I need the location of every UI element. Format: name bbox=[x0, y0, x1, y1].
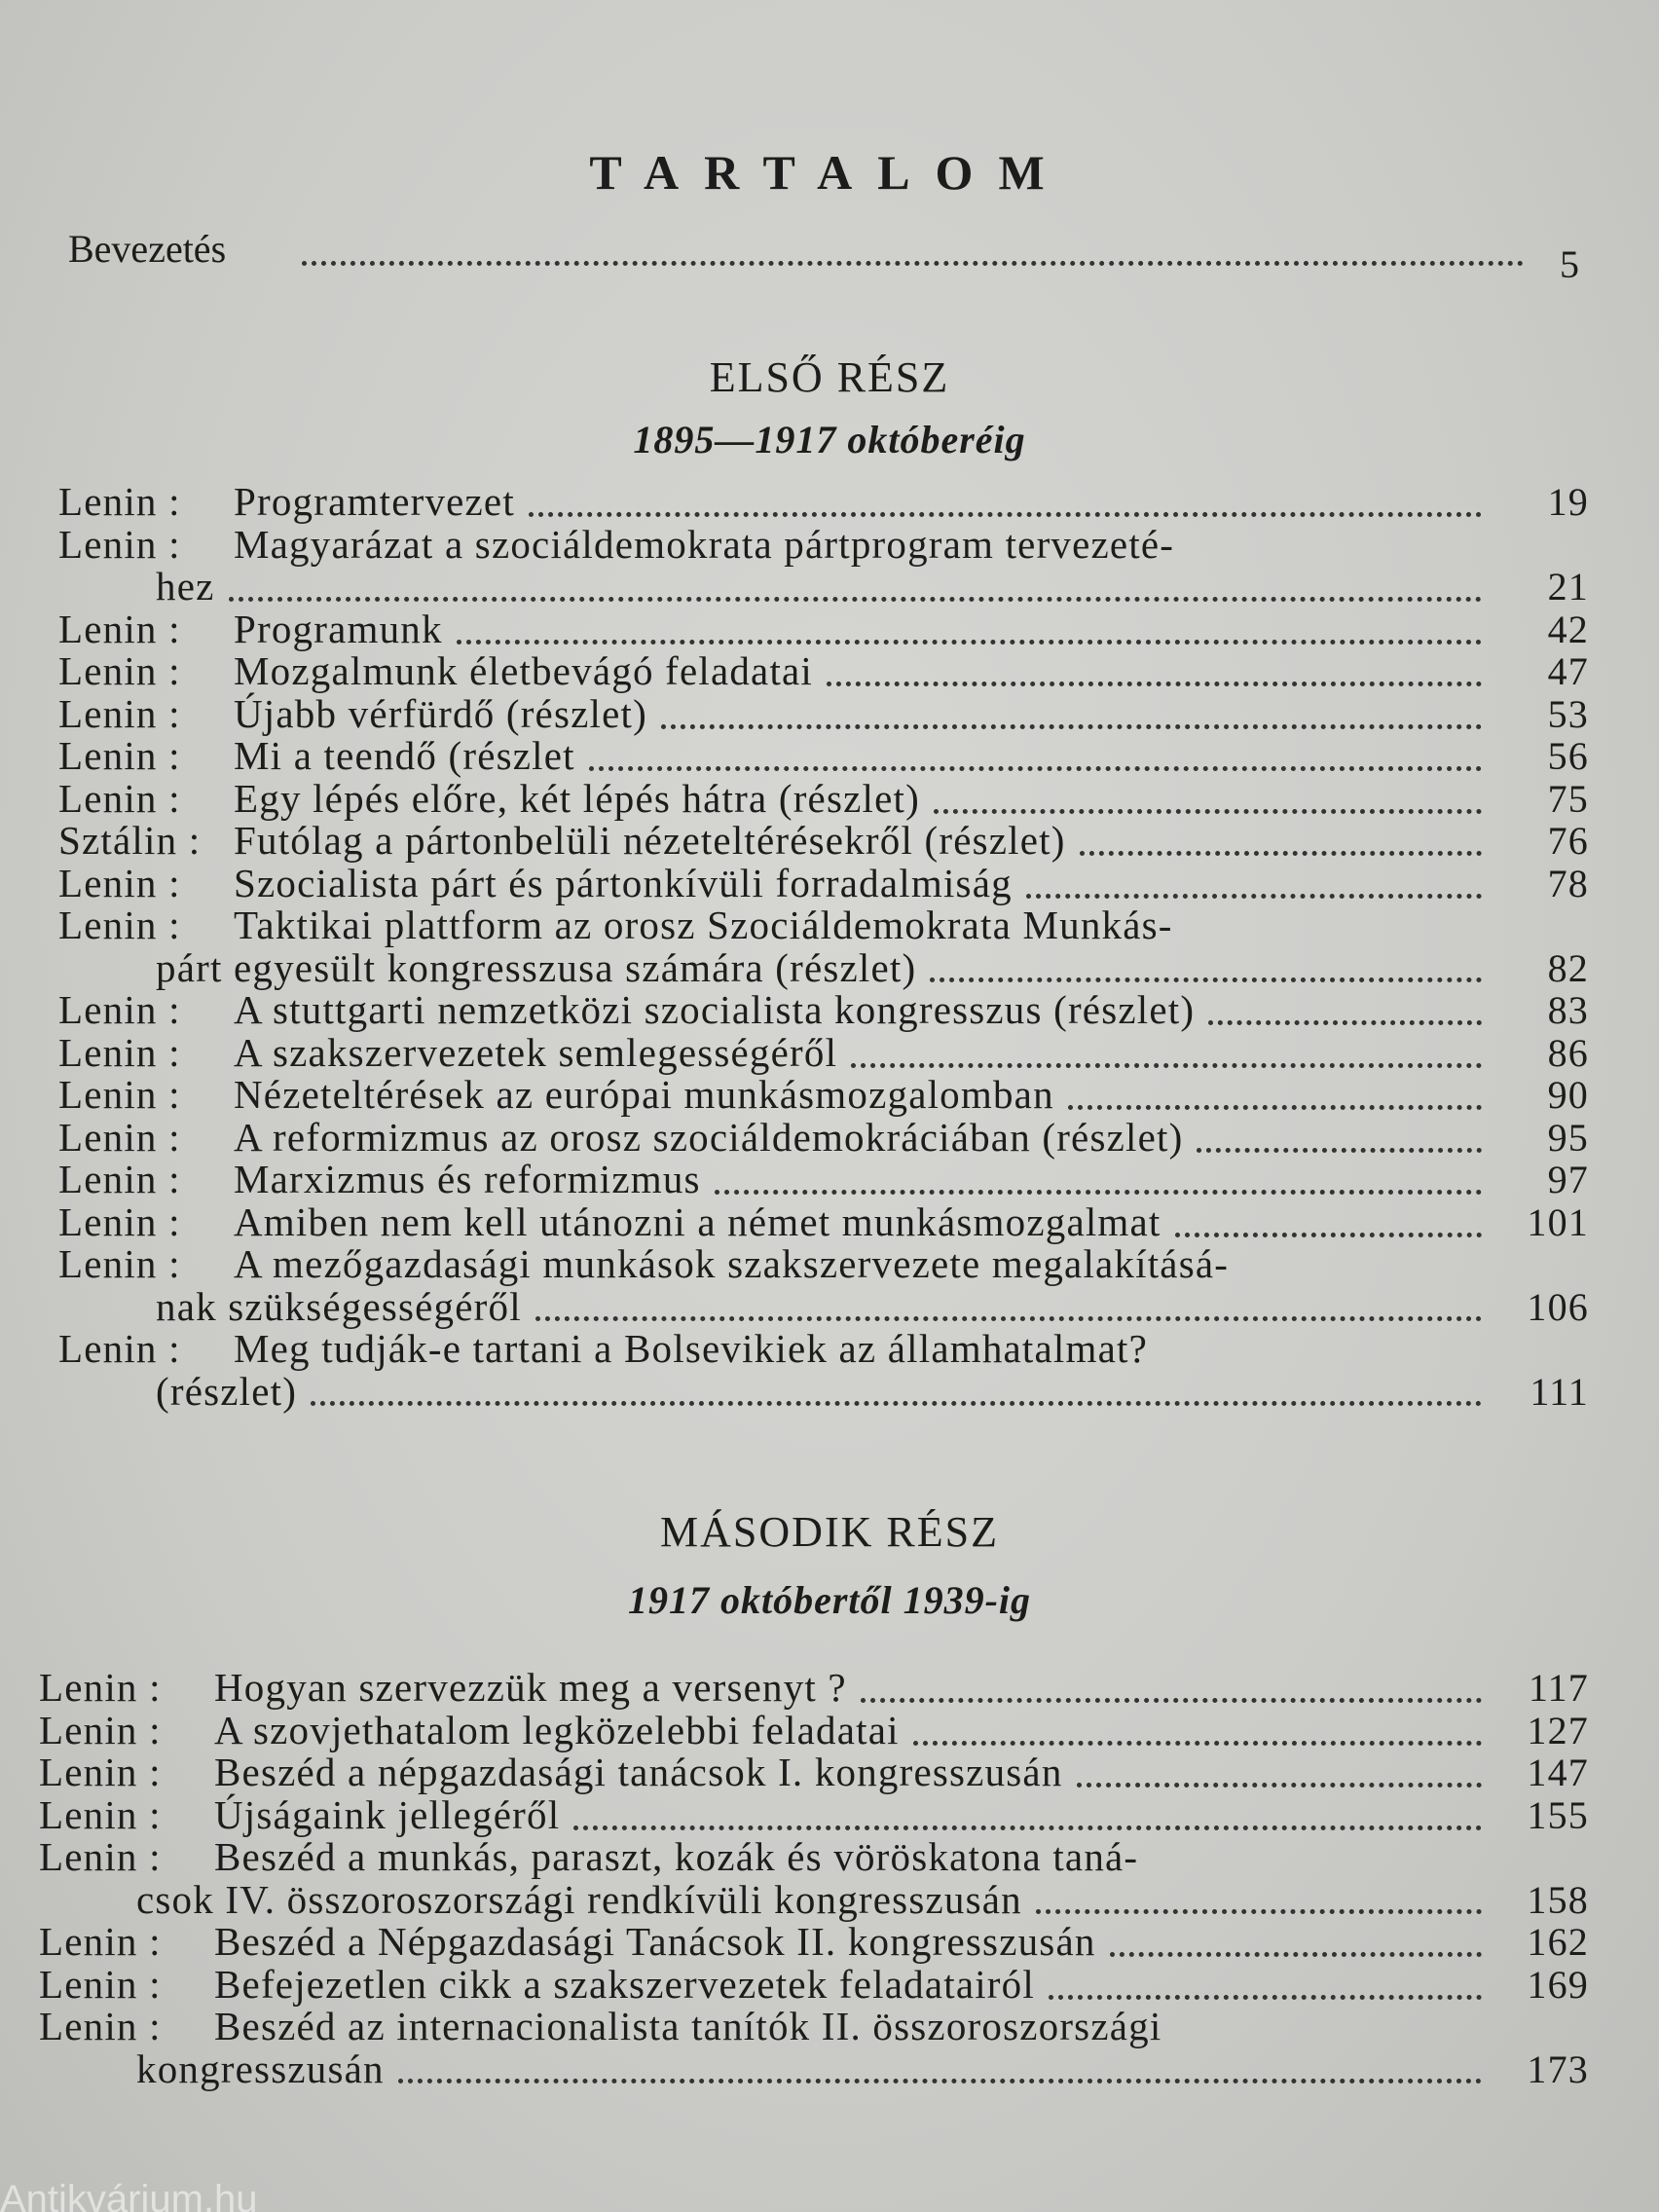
dot-leader bbox=[1036, 1909, 1482, 1914]
dot-leader bbox=[589, 766, 1482, 771]
toc-page-number: 76 bbox=[1547, 819, 1589, 863]
toc-title: Amiben nem kell utánozni a német munkásmozgalmat bbox=[234, 1198, 1161, 1244]
toc-author: Lenin : bbox=[58, 690, 181, 736]
dot-leader bbox=[398, 2079, 1482, 2083]
dot-leader bbox=[1077, 1783, 1482, 1788]
toc-author: Lenin : bbox=[58, 987, 181, 1032]
toc-title: Marxizmus és reformizmus bbox=[234, 1157, 701, 1201]
toc-page-number: 82 bbox=[1547, 945, 1589, 990]
toc-page-number: 19 bbox=[1547, 480, 1589, 524]
toc-author: Lenin : bbox=[58, 1198, 181, 1244]
dot-leader bbox=[1026, 894, 1482, 899]
toc-author: Lenin : bbox=[58, 521, 181, 567]
toc-entry bbox=[0, 1114, 1659, 1160]
toc-entry bbox=[0, 1707, 1659, 1752]
toc-title: Mi a teendő (részlet bbox=[234, 733, 575, 778]
toc-author: Lenin : bbox=[58, 1072, 181, 1117]
dot-leader bbox=[851, 1063, 1482, 1068]
intro-label: Bevezetés bbox=[68, 227, 227, 271]
toc-title: Befejezetlen cikk a szakszervezetek feladatairól bbox=[214, 1961, 1035, 2007]
toc-title: Hogyan szervezzük meg a versenyt ? bbox=[214, 1665, 847, 1710]
toc-title: A stuttgarti nemzetközi szocialista kongresszus (részlet) bbox=[234, 987, 1196, 1032]
toc-entry bbox=[0, 1029, 1659, 1075]
toc-author: Lenin : bbox=[58, 648, 181, 693]
toc-entry bbox=[0, 1751, 1659, 1794]
dot-leader bbox=[1080, 851, 1482, 856]
dot-leader bbox=[827, 682, 1482, 686]
toc-title: A reformizmus az orosz szociáldemokráciában (részlet) bbox=[234, 1114, 1184, 1160]
toc-author: Lenin : bbox=[39, 1834, 162, 1879]
toc-title: Szocialista párt és pártonkívüli forradalmiság bbox=[234, 860, 1013, 905]
toc-author: Lenin : bbox=[58, 1326, 181, 1371]
dot-leader bbox=[930, 977, 1482, 982]
toc-author: Lenin : bbox=[39, 1791, 162, 1837]
part-1-heading: ELSŐ RÉSZ bbox=[709, 353, 950, 401]
toc-title: A mezőgazdasági munkások szakszervezete megalakításá- bbox=[234, 1241, 1230, 1286]
toc-title: A szakszervezetek semlegességéről bbox=[234, 1029, 838, 1075]
dot-leader bbox=[913, 1741, 1482, 1746]
toc-entry bbox=[0, 820, 1659, 863]
toc-author: Lenin : bbox=[58, 860, 181, 905]
dot-leader bbox=[1175, 1233, 1482, 1237]
toc-title: Beszéd az internacionalista tanítók II. összoroszországi bbox=[214, 2004, 1162, 2048]
toc-title: Újságaink jellegéről bbox=[214, 1791, 561, 1837]
toc-entry bbox=[0, 1836, 1659, 1921]
dot-leader bbox=[715, 1190, 1482, 1195]
toc-author: Lenin : bbox=[39, 1961, 162, 2007]
toc-entry bbox=[0, 481, 1659, 524]
toc-author: Lenin : bbox=[58, 733, 181, 778]
toc-page-number: 86 bbox=[1547, 1030, 1589, 1075]
toc-title: Futólag a pártonbelüli nézeteltérésekről (részlet) bbox=[234, 818, 1066, 863]
part-2-heading: MÁSODIK RÉSZ bbox=[660, 1508, 999, 1556]
part-1-subheading: 1895—1917 októberéig bbox=[633, 418, 1026, 461]
dot-leader bbox=[1049, 1995, 1482, 2000]
dot-leader bbox=[457, 640, 1482, 645]
part-1-toc bbox=[0, 481, 1659, 1413]
part-2-subheading: 1917 októbertől 1939-ig bbox=[627, 1578, 1032, 1622]
toc-title: Magyarázat a szociáldemokrata pártprogram tervezeté- bbox=[234, 521, 1175, 567]
toc-entry bbox=[0, 690, 1659, 736]
toc-page-number: 127 bbox=[1527, 1708, 1589, 1752]
toc-entry bbox=[0, 521, 1659, 608]
dot-leader bbox=[1068, 1105, 1482, 1110]
toc-title: Meg tudják-e tartani a Bolsevikiek az államhatalmat? bbox=[234, 1326, 1148, 1371]
toc-title-continuation: (részlet) bbox=[156, 1368, 298, 1414]
toc-page-number: 106 bbox=[1527, 1284, 1589, 1329]
dot-leader bbox=[573, 1825, 1482, 1830]
toc-entry bbox=[0, 1791, 1659, 1837]
toc-entry bbox=[0, 2006, 1659, 2090]
toc-page-number: 53 bbox=[1547, 691, 1589, 736]
toc-title: Újabb vérfürdő (részlet) bbox=[234, 690, 647, 736]
dot-leader bbox=[529, 512, 1482, 517]
toc-entry bbox=[0, 1074, 1659, 1117]
toc-author: Lenin : bbox=[58, 903, 181, 947]
toc-author: Lenin : bbox=[39, 2004, 162, 2048]
dot-leader bbox=[934, 809, 1482, 814]
toc-entry bbox=[0, 775, 1659, 821]
toc-entry bbox=[0, 1961, 1659, 2007]
toc-author: Lenin : bbox=[39, 1707, 162, 1752]
page-title: TARTALOM bbox=[589, 145, 1070, 200]
toc-author: Lenin : bbox=[39, 1750, 162, 1794]
toc-page-number: 42 bbox=[1547, 607, 1589, 651]
toc-page-number: 83 bbox=[1547, 988, 1589, 1032]
toc-page-number: 158 bbox=[1527, 1877, 1589, 1922]
toc-page-number: 147 bbox=[1527, 1751, 1589, 1794]
toc-author: Lenin : bbox=[58, 775, 181, 821]
toc-author: Lenin : bbox=[58, 1157, 181, 1201]
toc-entry bbox=[0, 860, 1659, 905]
dot-leader bbox=[861, 1698, 1482, 1703]
dot-leader bbox=[1110, 1952, 1482, 1957]
toc-author: Lenin : bbox=[39, 1665, 162, 1710]
toc-author: Lenin : bbox=[58, 479, 181, 524]
toc-entry bbox=[0, 650, 1659, 693]
toc-page-number: 97 bbox=[1547, 1158, 1589, 1201]
toc-author: Lenin : bbox=[58, 1114, 181, 1160]
dot-leader bbox=[535, 1316, 1482, 1321]
toc-page-number: 162 bbox=[1527, 1920, 1589, 1964]
toc-title: Beszéd a munkás, paraszt, kozák és vöröskatona taná- bbox=[214, 1834, 1139, 1879]
toc-author: Sztálin : bbox=[58, 818, 202, 863]
toc-entry bbox=[0, 608, 1659, 651]
dot-leader bbox=[311, 1401, 1482, 1406]
toc-title: Programtervezet bbox=[234, 479, 515, 524]
dot-leader bbox=[302, 261, 1524, 266]
toc-entry bbox=[0, 1667, 1659, 1710]
dot-leader bbox=[661, 724, 1482, 729]
toc-author: Lenin : bbox=[58, 606, 181, 651]
toc-page-number: 75 bbox=[1547, 776, 1589, 821]
toc-page-number: 95 bbox=[1547, 1115, 1589, 1160]
toc-title: Nézeteltérések az európai munkásmozgalomban bbox=[234, 1072, 1054, 1117]
watermark: Antikvárium.hu bbox=[0, 2178, 258, 2212]
toc-title: Egy lépés előre, két lépés hátra (részlet) bbox=[234, 775, 920, 821]
toc-title-continuation: csok IV. összoroszországi rendkívüli kongresszusán bbox=[136, 1876, 1022, 1922]
toc-page-number: 90 bbox=[1547, 1073, 1589, 1117]
toc-entry bbox=[0, 1159, 1659, 1201]
toc-entry bbox=[0, 989, 1659, 1032]
dot-leader bbox=[1197, 1148, 1482, 1153]
toc-intro-row bbox=[68, 226, 1587, 284]
toc-entry bbox=[0, 1921, 1659, 1964]
dot-leader bbox=[229, 597, 1482, 602]
toc-title-continuation: kongresszusán bbox=[136, 2046, 385, 2091]
toc-title: Taktikai plattform az orosz Szociáldemokrata Munkás- bbox=[234, 903, 1173, 947]
toc-title-continuation: hez bbox=[156, 564, 215, 608]
toc-page-number: 169 bbox=[1527, 1962, 1589, 2007]
toc-page-number: 173 bbox=[1527, 2046, 1589, 2091]
toc-entry bbox=[0, 1198, 1659, 1244]
toc-entry bbox=[0, 1328, 1659, 1413]
toc-page-number: 117 bbox=[1528, 1666, 1589, 1710]
toc-entry bbox=[0, 904, 1659, 989]
toc-title-continuation: nak szükségességéről bbox=[156, 1283, 522, 1329]
dot-leader bbox=[1208, 1020, 1482, 1025]
toc-page-number: 111 bbox=[1530, 1369, 1589, 1414]
toc-title-continuation: párt egyesült kongresszusa számára (részlet) bbox=[156, 944, 917, 990]
toc-author: Lenin : bbox=[39, 1919, 162, 1964]
intro-page: 5 bbox=[1560, 242, 1579, 286]
toc-entry bbox=[0, 1243, 1659, 1328]
toc-author: Lenin : bbox=[58, 1241, 181, 1286]
toc-title: Beszéd a népgazdasági tanácsok I. kongresszusán bbox=[214, 1750, 1063, 1794]
toc-entry bbox=[0, 735, 1659, 778]
toc-page-number: 21 bbox=[1547, 565, 1589, 608]
toc-title: Programunk bbox=[234, 606, 443, 651]
toc-page-number: 47 bbox=[1547, 649, 1589, 693]
toc-title: Beszéd a Népgazdasági Tanácsok II. kongresszusán bbox=[214, 1919, 1096, 1964]
toc-author: Lenin : bbox=[58, 1029, 181, 1075]
toc-title: Mozgalmunk életbevágó feladatai bbox=[234, 648, 814, 693]
toc-page-number: 101 bbox=[1527, 1199, 1589, 1244]
toc-page-number: 155 bbox=[1527, 1792, 1589, 1837]
part-2-toc bbox=[0, 1667, 1659, 2090]
toc-title: A szovjethatalom legközelebbi feladatai bbox=[214, 1707, 900, 1752]
toc-page-number: 56 bbox=[1547, 734, 1589, 778]
toc-page-number: 78 bbox=[1547, 861, 1589, 905]
